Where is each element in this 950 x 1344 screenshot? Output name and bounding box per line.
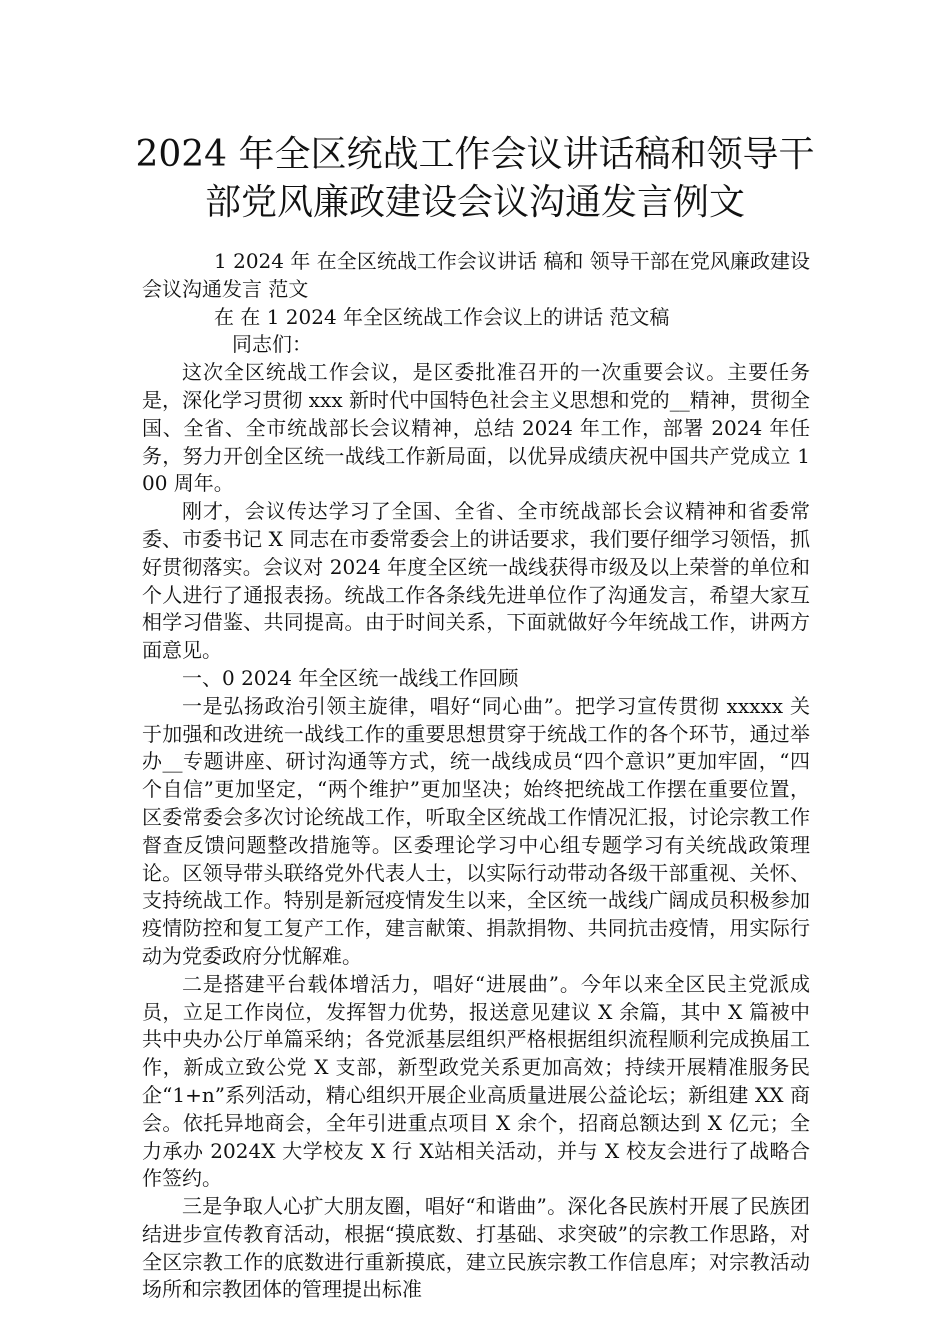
document-body [142,248,810,1304]
body-paragraph: 这次全区统战工作会议，是区委批准召开的一次重要会议。主要任务是，深化学习贯彻 xxx 新时代中国特色社会主义思想和党的__精神，贯彻全国、全省、全市统战部长会议精神，总结 2024 年工作，部署 2024 年任务，努力开创全区统一战线工作新局面，以优异成绩庆祝中国共产党成立 100 周年。 [142,360,810,496]
body-paragraph: 二是搭建平台载体增活力，唱好“进展曲”。今年以来全区民主党派成员，立足工作岗位，发挥智力优势，报送意见建议 X 余篇，其中 X 篇被中共中央办公厅单篇采纳；各党派基层组织严格根据组织流程顺利完成换届工作，新成立致公党 X 支部，新型政党关系更加高效；持续开展精准服务民企“1+n”系列活动，精心组织开展企业高质量进展公益论坛；新组建 XX 商会。依托异地商会，全年引进重点项目 X 余个，招商总额达到 X 亿元；全力承办 2024X 大学校友 X 行 X站相关活动，并与 X 校友会进行了战略合作签约。 [142,971,810,1191]
body-paragraph: 一是弘扬政治引领主旋律，唱好“同心曲”。把学习宣传贯彻 xxxxx 关于加强和改进统一战线工作的重要思想贯穿于统战工作的各个环节，通过举办__专题讲座、研讨沟通等方式，统一战线成员“四个意识”更加牢固，“四个自信”更加坚定，“两个维护”更加坚决；始终把统战工作摆在重要位置，区委常委会多次讨论统战工作，听取全区统战工作情况汇报，讨论宗教工作督查反馈问题整改措施等。区委理论学习中心组专题学习有关统战政策理论。区领导带头联络党外代表人士，以实际行动带动各级干部重视、关怀、支持统战工作。特别是新冠疫情发生以来，全区统一战线广阔成员积极参加疫情防控和复工复产工作，建言献策、捐款捐物、共同抗击疫情，用实际行动为党委政府分忧解难。 [142,693,810,968]
intro-heading: 1 2024 年 在全区统战工作会议讲话 稿和 领导干部在党风廉政建设会议沟通发言 范文 [142,249,810,301]
section-heading: 一、0 2024 年全区统一战线工作回顾 [182,665,519,690]
body-paragraph: 刚才，会议传达学习了全国、全省、全市统战部长会议精神和省委常委、市委书记 X 同志在市委常委会上的讲话要求，我们要仔细学习领悟，抓好贯彻落实。会议对 2024 年度全区统一战线获得市级及以上荣誉的单位和个人进行了通报表扬。统战工作各条线先进单位作了沟通发言，希望大家互相学习借鉴、共同提高。由于时间关系，下面就做好今年统战工作，讲两方面意见。 [142,499,810,663]
document-title-line-1: 2024 年全区统战工作会议讲话稿和领导干 [135,134,815,175]
salutation: 同志们： [232,332,312,357]
speech-subtitle: 在 在 1 2024 年全区统战工作会议上的讲话 范文稿 [214,304,670,329]
document-title-line-2: 部党风廉政建设会议沟通发言例文 [204,182,745,223]
body-paragraph: 三是争取人心扩大朋友圈，唱好“和谐曲”。深化各民族村开展了民族团结进步宣传教育活动，根据“摸底数、打基础、求突破”的宗教工作思路，对全区宗教工作的底数进行重新摸底，建立民族宗教工作信息库；对宗教活动场所和宗教团体的管理提出标准 [142,1194,810,1302]
